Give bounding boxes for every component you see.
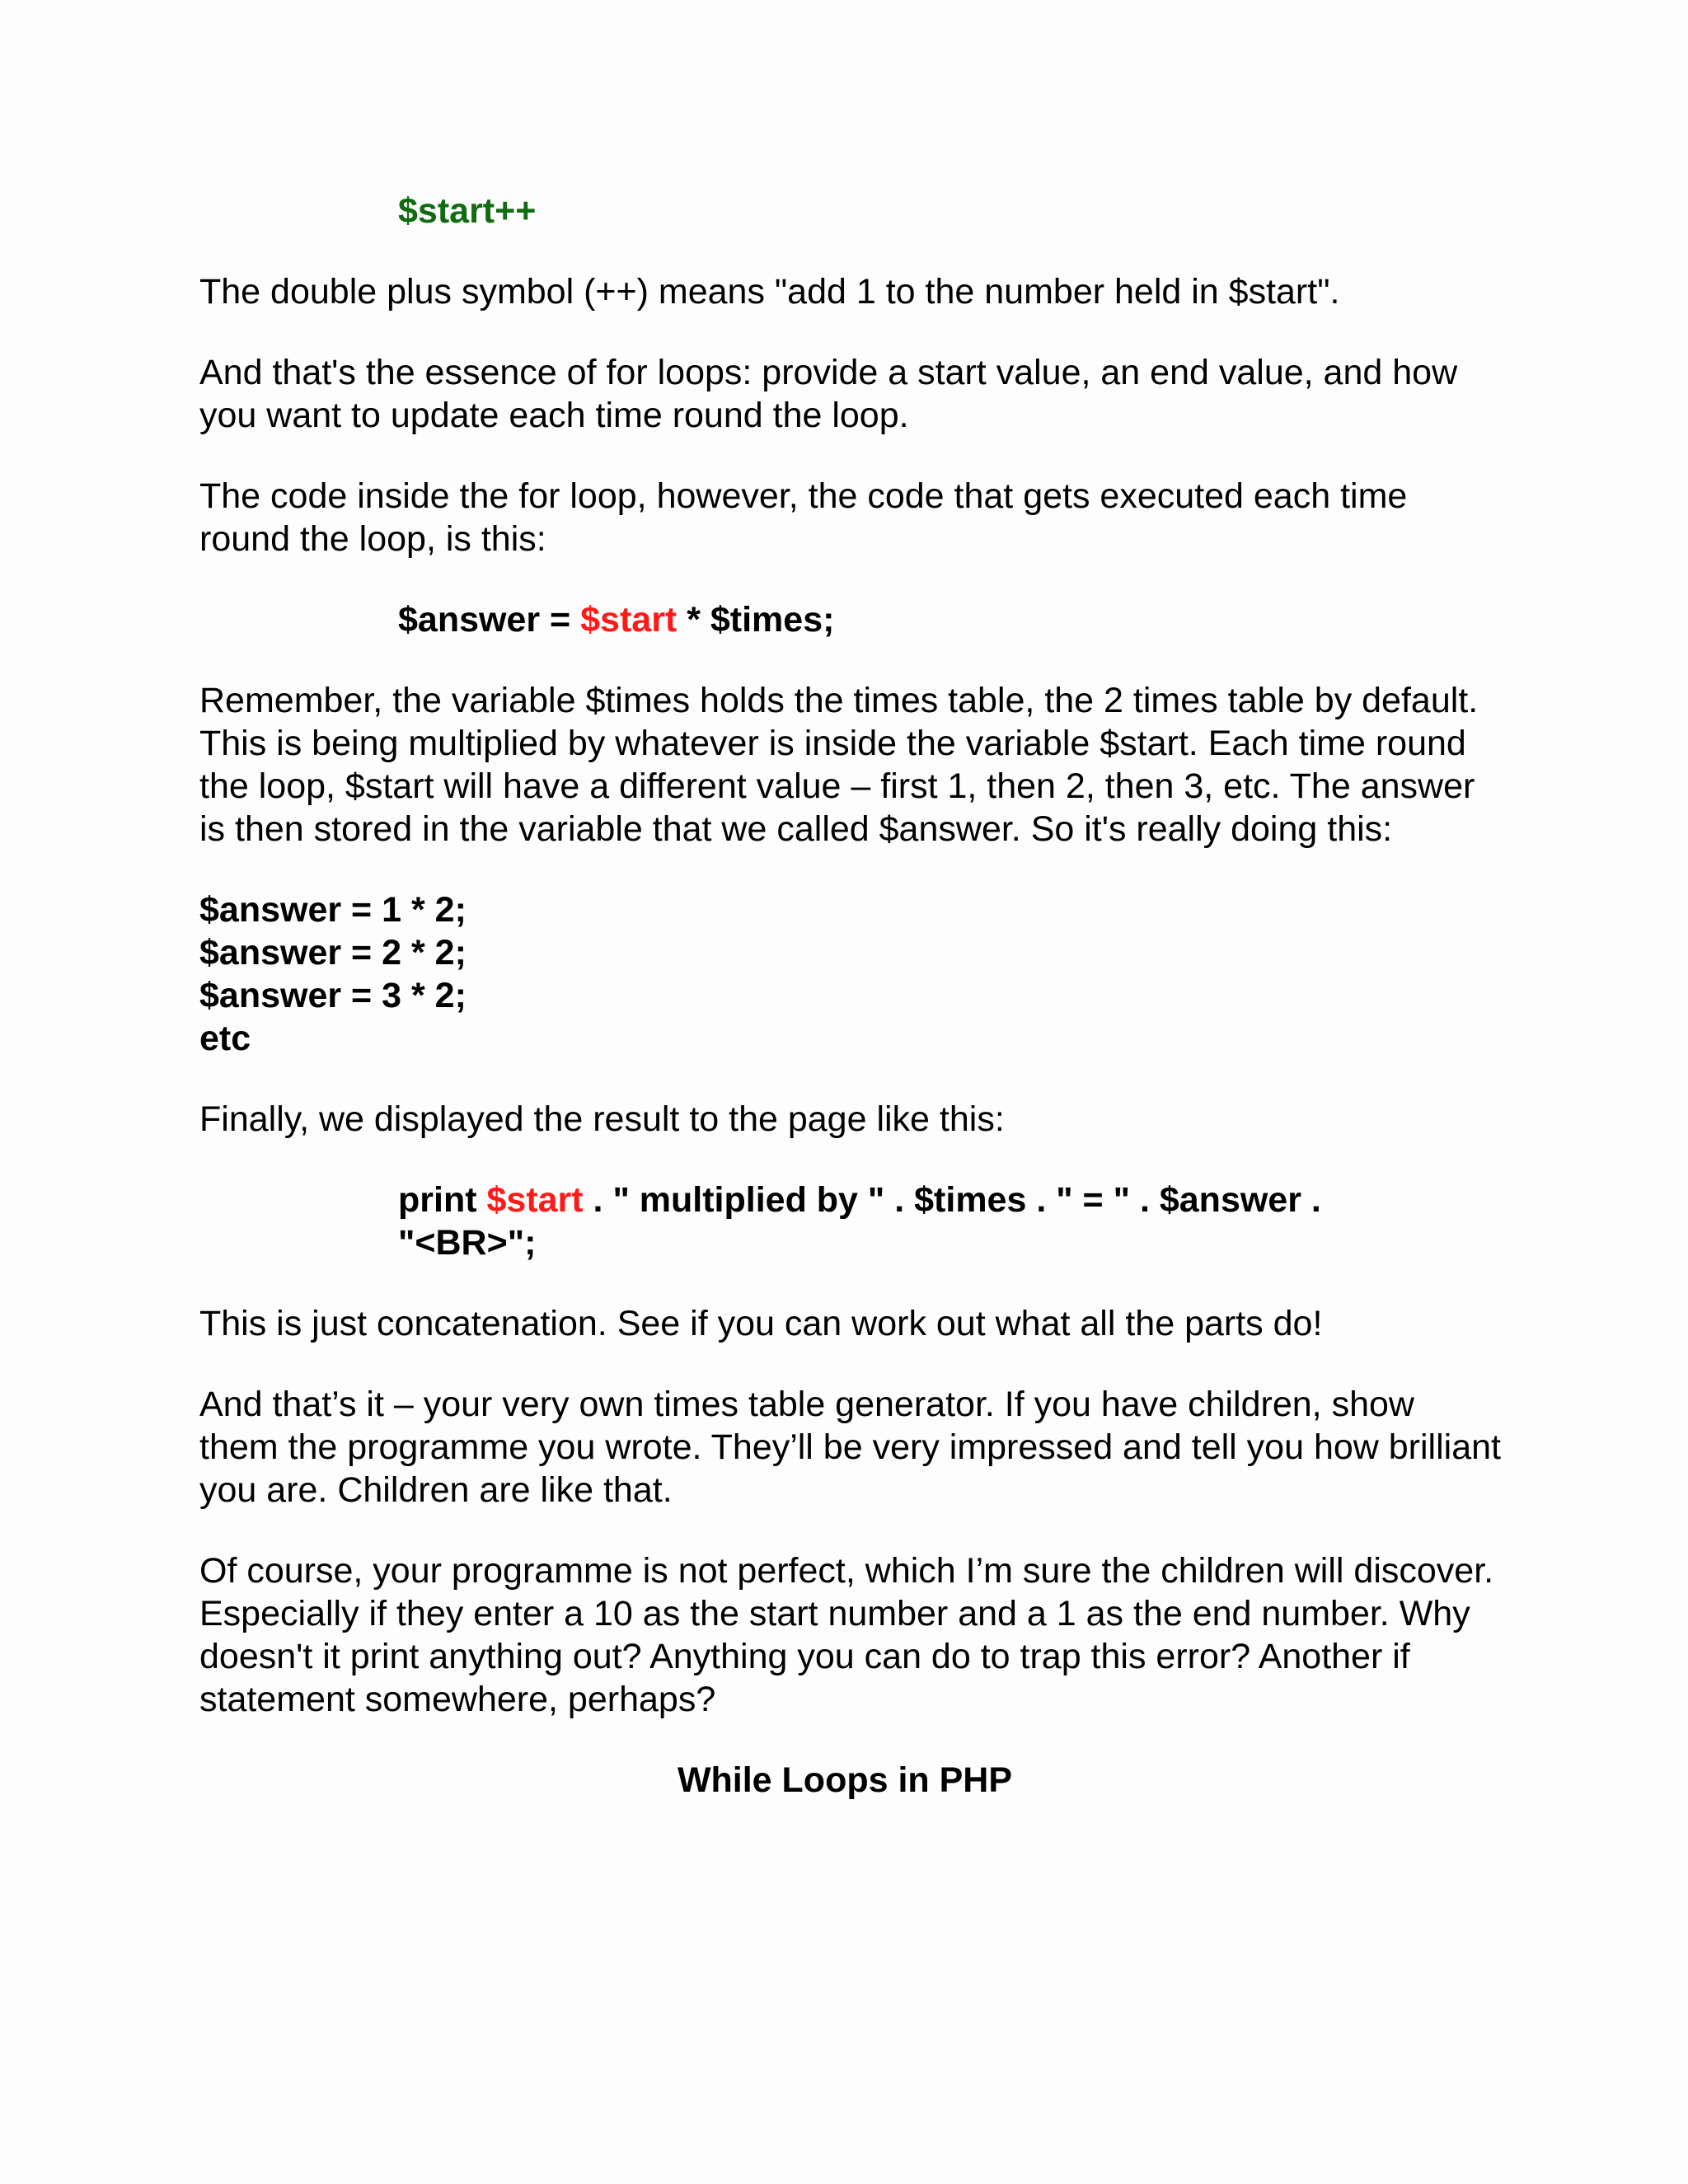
paragraph-thats-it: And that’s it – your very own times table generator. If you have children, show them the programme you wrote. They’ll be very impressed and tell you how brilliant you are. Children are like that. [199, 1385, 1501, 1510]
code-increment: $start++ [398, 191, 537, 231]
code-example-line: $answer = 1 * 2; [199, 890, 467, 930]
code-examples [199, 888, 1502, 1060]
code-example-line: $answer = 2 * 2; [199, 933, 467, 972]
paragraph-finally: Finally, we displayed the result to the page like this: [199, 1099, 1005, 1139]
paragraph-concatenation: This is just concatenation. See if you can work out what all the parts do! [199, 1304, 1323, 1343]
paragraph-remember: Remember, the variable $times holds the times table, the 2 times table by default. This is being multiplied by whatever is inside the variable $start. Each time round the loop, $start will have a different value – first 1, then 2, then 3, etc. The answer is then stored in the variable that we called $answer. So it's really doing this: [199, 681, 1479, 849]
code-print-statement [199, 1179, 1502, 1264]
code-answer-suffix: * $times; [677, 600, 835, 640]
paragraph-of-course: Of course, your programme is not perfect, which I’m sure the children will discover. Especially if they enter a 10 as the start number and a 1 as the end number. Why doesn't it print anything out? Anything you can do to trap this error? Another if statement somewhere, perhaps? [199, 1551, 1494, 1719]
paragraph-code-inside: The code inside the for loop, however, the code that gets executed each time round the loop, is this: [199, 476, 1408, 559]
document-page [199, 190, 1502, 1802]
code-print-line-1 [398, 1179, 1502, 1221]
paragraph-essence: And that's the essence of for loops: provide a start value, an end value, and how you want to update each time round the loop. [199, 353, 1458, 435]
code-answer-start-variable: $start [580, 600, 678, 640]
section-heading-while-loops: While Loops in PHP [677, 1760, 1013, 1800]
code-print-suffix: . " multiplied by " . $times . " = " . $answer . [583, 1180, 1321, 1220]
code-example-line: $answer = 3 * 2; [199, 976, 467, 1015]
code-print-start-variable: $start [486, 1180, 584, 1220]
code-print-prefix: print [398, 1180, 487, 1220]
code-example-line: etc [199, 1019, 251, 1058]
paragraph-double-plus: The double plus symbol (++) means "add 1 to the number held in $start". [199, 272, 1340, 312]
code-answer-line [199, 598, 1502, 641]
code-answer-prefix: $answer = [398, 600, 581, 640]
code-print-line-2: "<BR>"; [398, 1223, 537, 1263]
